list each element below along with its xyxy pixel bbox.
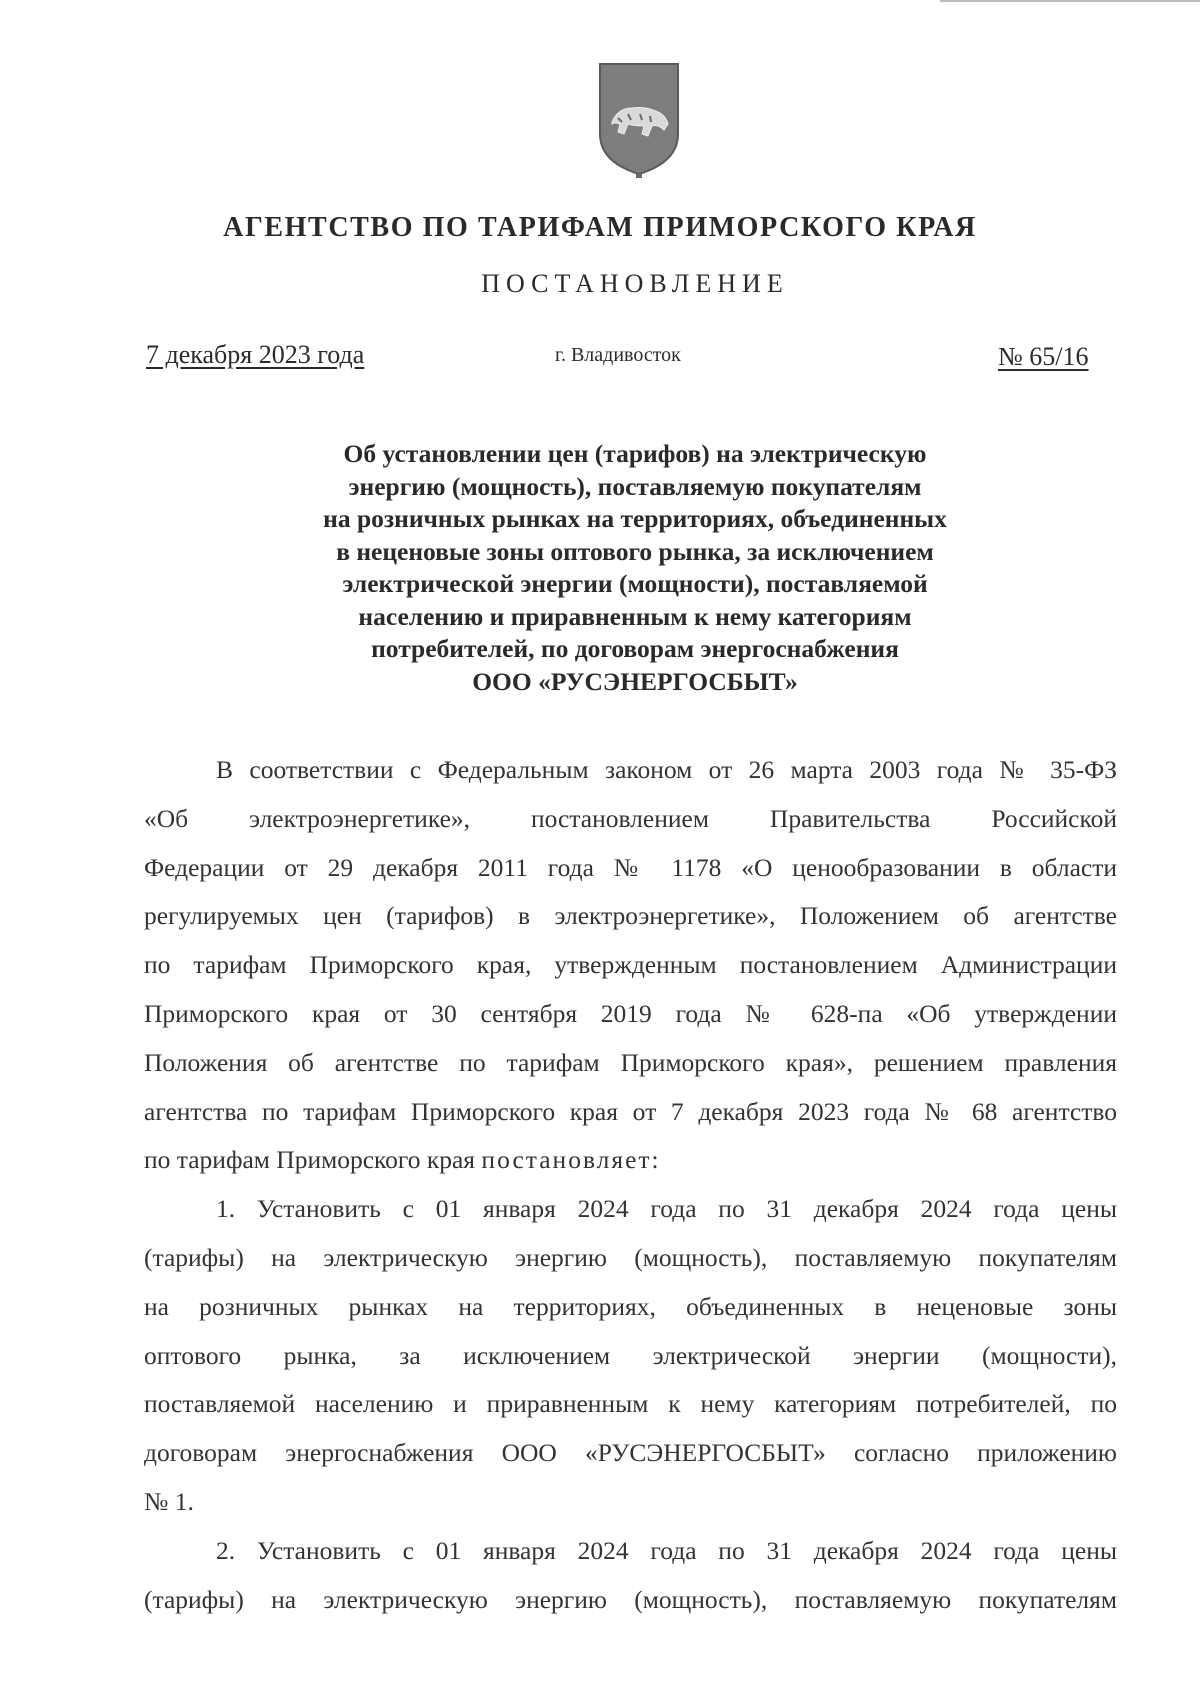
preamble-last-text: по тарифам Приморского края	[144, 1145, 476, 1175]
primorsky-krai-coat-of-arms-icon	[598, 62, 680, 178]
title-line: на розничных рынках на территориях, объединенных	[323, 504, 947, 533]
title-line: населению и приравненным к нему категориям	[358, 601, 912, 631]
item-1-line: на розничных рынках на территориях, объединенных в неценовые зоны	[144, 1291, 1117, 1321]
preamble-line	[144, 1136, 1117, 1185]
item-1-line: (тарифы) на электрическую энергию (мощность), поставляемую покупателям	[144, 1242, 1117, 1272]
document-date: 7 декабря 2023 года	[146, 340, 365, 369]
item-1-line: поставляемой населению и приравненным к нему категориям потребителей, по	[144, 1389, 1117, 1419]
preamble-line: В соответствии с Федеральным законом от 26 марта 2003 года № 35-ФЗ	[216, 755, 1117, 784]
document-city: г. Владивосток	[555, 344, 681, 366]
preamble-line: агентства по тарифам Приморского края от 7 декабря 2023 года № 68 агентство	[144, 1096, 1117, 1126]
preamble-paragraph	[144, 746, 1117, 1185]
preamble-line: по тарифам Приморского края, утвержденным постановлением Администрации	[144, 950, 1117, 980]
decree-word: постановляет:	[481, 1145, 661, 1175]
title-line: в неценовые зоны оптового рынка, за исключением	[336, 536, 934, 566]
title-line: энергию (мощность), поставляемую покупателям	[348, 471, 922, 501]
item-1-paragraph	[144, 1185, 1117, 1527]
item-2-paragraph	[144, 1527, 1117, 1625]
document-body	[144, 746, 1117, 1624]
item-2-line: 2. Установить с 01 января 2024 года по 31 декабря 2024 года цены	[216, 1535, 1117, 1565]
agency-name: АГЕНТСТВО ПО ТАРИФАМ ПРИМОРСКОГО КРАЯ	[223, 212, 977, 243]
preamble-line: Федерации от 29 декабря 2011 года № 1178 «О ценообразовании в области	[144, 852, 1117, 882]
item-2-line: (тарифы) на электрическую энергию (мощность), поставляемую покупателям	[144, 1584, 1117, 1614]
title-line: электрической энергии (мощности), поставляемой	[342, 569, 928, 598]
item-1-line: 1. Установить с 01 января 2024 года по 31 декабря 2024 года цены	[216, 1194, 1117, 1224]
scan-edge-line	[940, 0, 1200, 2]
title-line: ООО «РУСЭНЕРГОСБЫТ»	[472, 666, 798, 696]
item-1-line: договорам энергоснабжения ООО «РУСЭНЕРГОСБЫТ» согласно приложению	[144, 1438, 1117, 1468]
title-line: потребителей, по договорам энергоснабжения	[371, 634, 899, 663]
item-1-line: № 1.	[144, 1486, 194, 1516]
preamble-line: регулируемых цен (тарифов) в электроэнергетике», Положением об агентстве	[144, 901, 1117, 931]
preamble-line: Положения об агентстве по тарифам Приморского края», решением правления	[144, 1047, 1117, 1077]
item-1-line: оптового рынка, за исключением электрической энергии (мощности),	[144, 1340, 1117, 1370]
title-line: Об установлении цен (тарифов) на электрическую	[343, 439, 927, 468]
document-number: № 65/16	[998, 342, 1089, 371]
preamble-line: «Об электроэнергетике», постановлением Правительства Российской	[144, 803, 1117, 833]
document-type: ПОСТАНОВЛЕНИЕ	[481, 269, 789, 298]
resolution-title	[240, 438, 1030, 698]
preamble-line: Приморского края от 30 сентября 2019 года № 628-па «Об утверждении	[144, 998, 1117, 1028]
